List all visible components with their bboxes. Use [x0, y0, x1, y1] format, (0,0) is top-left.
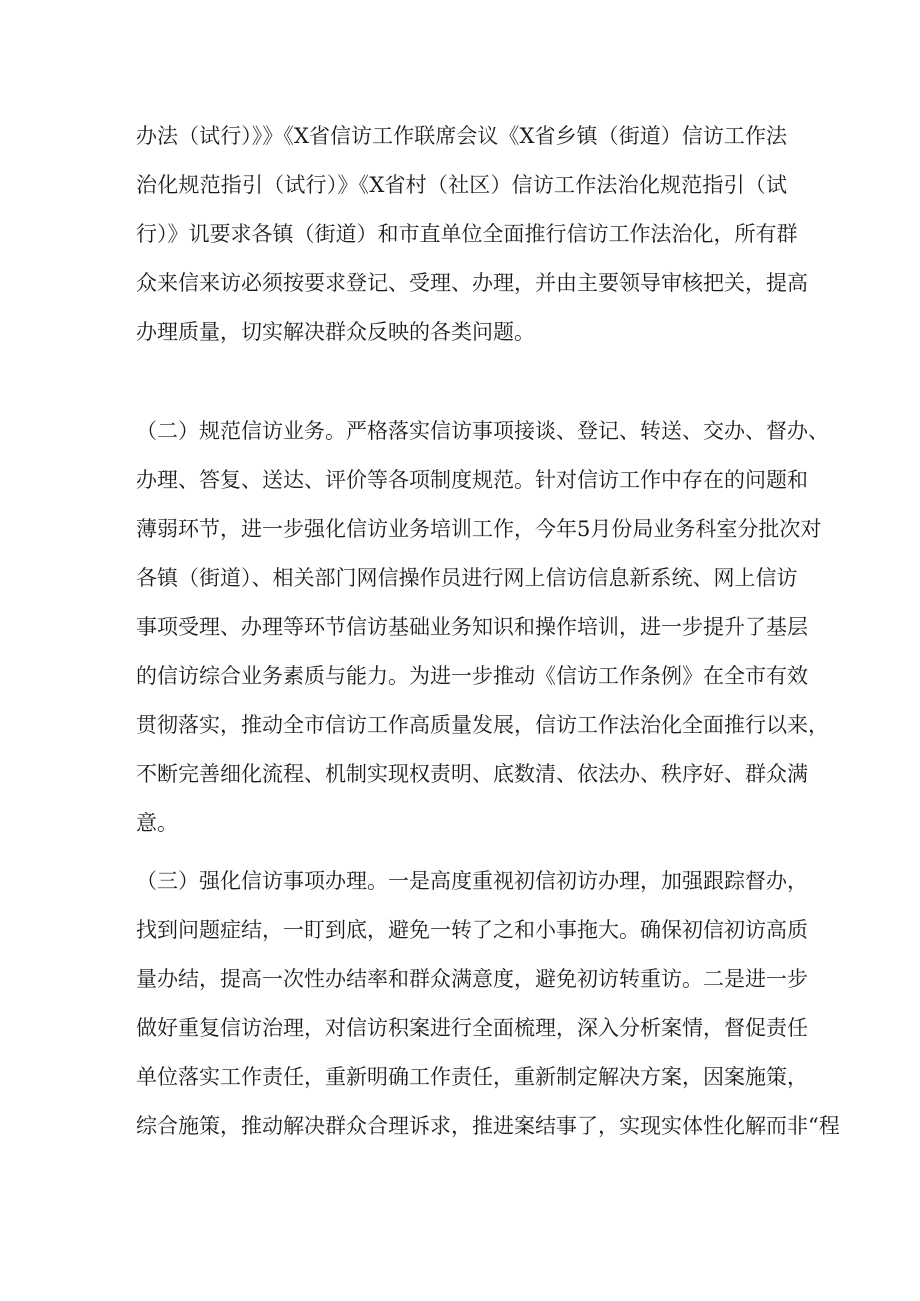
paragraph-standardize-business [136, 407, 829, 848]
text-line: （二）规范信访业务。严格落实信访事项接谈、登记、转送、交办、督办、 [136, 419, 829, 443]
text-line: 薄弱环节，进一步强化信访业务培训工作，今年5月份局业务科室分批次对 [136, 517, 822, 541]
text-line: 各镇（街道）、相关部门网信操作员进行网上信访信息新系统、网上信访 [136, 566, 798, 590]
text-line: 找到问题症结，一盯到底，避免一转了之和小事拖大。确保初信初访高质 [136, 918, 808, 942]
text-line: 办理质量，切实解决群众反映的各类问题。 [136, 320, 535, 344]
text-line: 的信访综合业务素质与能力。为进一步推动《信访工作条例》在全市有效 [136, 664, 808, 688]
text-line: 单位落实工作责任，重新明确工作责任，重新制定解决方案，因案施策， [136, 1065, 808, 1089]
text-line: 贯彻落实，推动全市信访工作高质量发展，信访工作法治化全面推行以来， [136, 713, 829, 737]
text-line: 事项受理、办理等环节信访基础业务知识和操作培训，进一步提升了基层 [136, 615, 808, 639]
text-line: 综合施策，推动解决群众合理诉求，推进案结事了，实现实体性化解而非“程 [136, 1114, 840, 1138]
text-line: 治化规范指引（试行）》《X省村（社区）信访工作法治化规范指引（试 [136, 173, 787, 197]
text-line: 不断完善细化流程、机制实现权责明、底数清、依法办、秩序好、群众满 [136, 762, 808, 786]
text-line: 做好重复信访治理，对信访积案进行全面梳理，深入分析案情，督促责任 [136, 1016, 808, 1040]
text-line: （三）强化信访事项办理。一是高度重视初信初访办理，加强跟踪督办， [136, 869, 808, 893]
text-line: 办理、答复、送达、评价等各项制度规范。针对信访工作中存在的问题和 [136, 468, 808, 492]
text-line: 行）》讥要求各镇（街道）和市直单位全面推行信访工作法治化，所有群 [136, 222, 798, 246]
paragraph-work-rules [136, 112, 808, 357]
text-line: 办法（试行）》》《X省信访工作联席会议《X省乡镇（街道）信访工作法 [136, 124, 787, 148]
text-line: 意。 [136, 811, 178, 835]
text-line: 量办结，提高一次性办结率和群众满意度，避免初访转重访。二是进一步 [136, 967, 808, 991]
paragraph-strengthen-handling [136, 857, 840, 1151]
text-line: 众来信来访必须按要求登记、受理、办理，并由主要领导审核把关，提高 [136, 271, 808, 295]
